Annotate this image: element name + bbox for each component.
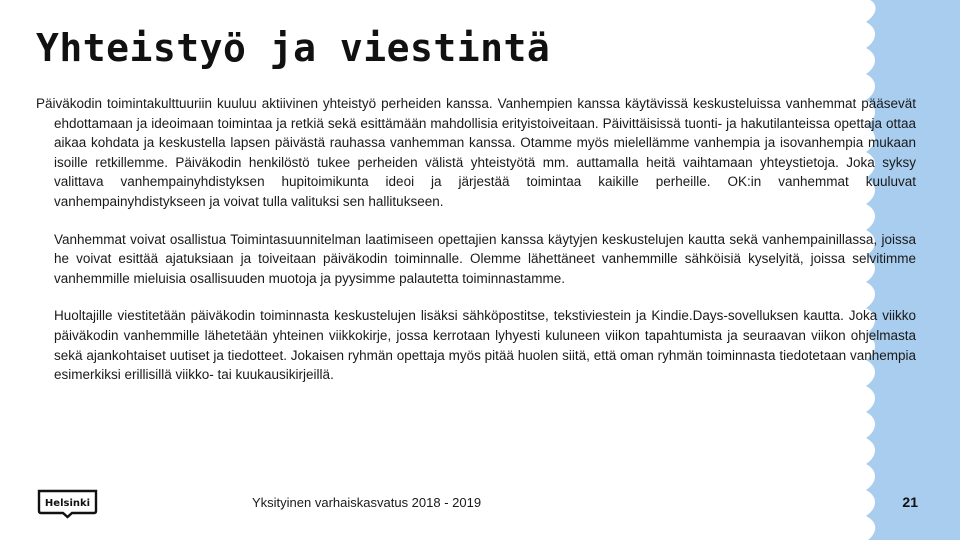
footer-caption: Yksityinen varhaiskasvatus 2018 - 2019 xyxy=(252,495,482,510)
slide-title: Yhteistyö ja viestintä xyxy=(36,26,551,70)
paragraph-participation: Vanhemmat voivat osallistua Toimintasuunnitelman laatimiseen opettajien kanssa käytyjen keskustelujen kautta sekä vanhempainillassa, joissa he voivat esittää ajatuksiaan ja toiveitaan päiväkodin toiminnalle. Olemme lähettäneet vanhemmille sähköisiä kyselyitä, joissa selvitimme vanhemmille mieluisia osallisuuden muotoja ja pyysimme palautetta toiminnastamme. xyxy=(54,231,916,286)
paragraph-collaboration: Päiväkodin toimintakulttuuriin kuuluu aktiivinen yhteistyö perheiden kanssa. Vanhempien kanssa käytävissä keskusteluissa vanhemmat pääsevät ehdottamaan ja ideoimaan toimintaa ja retkiä sekä esittämään mahdollisia erityistoiveitaan. Päivittäisissä tuonti- ja hakutilanteissa opettaja ottaa aikaa kohdata ja keskustella lapsen päivästä rauhassa vanhemman kanssa. Otamme myös mielellämme vanhempia ja isovanhempia mukaan isoille retkillemme. Päiväkodin henkilöstö tukee perheiden välistä yhteistyötä mm. auttamalla heitä vaihtamaan yhteystietoja. Joka syksy valittava vanhempainyhdistyksen hupitoimikunta ideoi ja järjestää toimintaa kaikille perheille. OK:in vanhemmat kuuluvat vanhempainyhdistykseen ja voivat tulla valituksi sen hallitukseen. xyxy=(36,96,916,209)
helsinki-logo-text: Helsinki xyxy=(44,498,91,509)
slide-body xyxy=(36,94,916,403)
paragraph-communication: Huoltajille viestitetään päiväkodin toiminnasta keskustelujen lisäksi sähköpostitse, tekstiviestein ja Kindie.Days-sovelluksen kautta. Joka viikko päiväkodin vanhemmille lähetetään yhteinen viikkokirje, jossa kerrotaan lyhyesti kuluneen viikon tapahtumista ja seuraavan viikon ohjelmasta sekä ajankohtaiset uutiset ja tiedotteet. Jokaisen ryhmän opettaja myös pitää huolen siitä, että oman ryhmän toiminnasta tiedotetaan vanhempia esimerkiksi erillisillä viikko- tai kuukausikirjeillä. xyxy=(54,308,916,383)
helsinki-logo xyxy=(36,489,99,519)
page-number: 21 xyxy=(902,494,918,510)
